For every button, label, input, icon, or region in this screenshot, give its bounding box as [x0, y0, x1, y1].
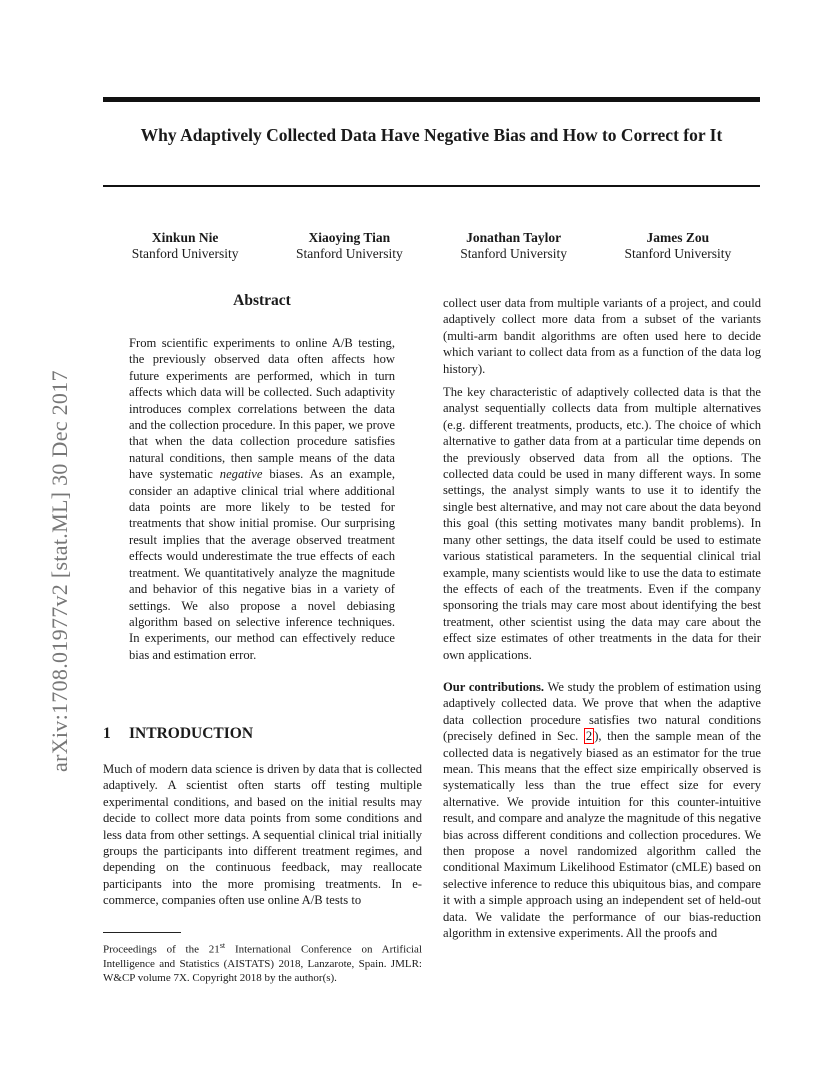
author-4 [596, 230, 760, 262]
arxiv-sidebar [0, 0, 72, 1072]
title-bottom-rule [103, 185, 760, 187]
abstract-text-part2: biases. As an example, consider an adaptive clinical trial where additional data points are more likely to be tested for treatments that show initial promise. Our surprising result implies that the average observed treatment effects would underestimate the true effects of each treatment. We quantitatively analyze the magnitude and behavior of this negative bias in a variety of settings. We also propose a novel debiasing algorithm based on selective inference techniques. In experiments, our method can effectively reduce bias and estimation error. [129, 467, 396, 662]
author-name: Jonathan Taylor [466, 230, 562, 245]
section-reference-link[interactable]: 2 [585, 729, 593, 744]
footnote [103, 939, 422, 985]
section-number: 1 [103, 725, 111, 742]
section-heading-introduction [103, 725, 253, 743]
author-affiliation: Stanford University [624, 246, 732, 261]
author-list [103, 230, 760, 262]
contributions-paragraph [443, 679, 761, 942]
abstract-text-part1: From scientific experiments to online A/B testing, the previously observed data often affects how future experiments are performed, which in turn affects which data will be collected. Such adaptivity introduces complex correlations between the data and the collection procedure. In this paper, we prove that when the data collection procedure satisfies natural conditions, then sample means of the data have systematic [129, 336, 395, 482]
author-affiliation: Stanford University [131, 246, 239, 261]
abstract-heading: Abstract [233, 292, 291, 309]
abstract-body [129, 335, 395, 663]
author-affiliation: Stanford University [460, 246, 568, 261]
right-column [443, 295, 761, 948]
contributions-text-part1: We study the problem of estimation using adaptively collected data. We prove that when the adaptive data collection procedure satisfies two natural conditions (precisely defined in Sec. [443, 679, 761, 744]
author-3 [432, 230, 596, 262]
author-name: Xinkun Nie [151, 230, 219, 245]
section-title: INTRODUCTION [129, 725, 254, 742]
author-2 [267, 230, 431, 262]
right-paragraph-1: collect user data from multiple variants of a project, and could adaptively collect more data from a subset of the variants (multi-arm bandit algorithms are often used here to decide which variant to collect data from as a function of the data log history). [443, 296, 761, 376]
footnote-text-part2: International Conference on Artificial Intelligence and Statistics (AISTATS) 2018, Lanzarote, Spain. JMLR: W&CP volume 7X. Copyright 2018 by the author(s). [103, 943, 422, 984]
paper-title: Why Adaptively Collected Data Have Negative Bias and How to Correct for It [140, 125, 723, 145]
footnote-text-part1: Proceedings of the 21 [103, 943, 220, 956]
right-paragraph-2: The key characteristic of adaptively collected data is that the analyst sequentially collects data from multiple alternatives (e.g. different treatments, products, etc.). The choice of which alternative to gather data from at a particular time depends on the previously observed data from all the options. The collected data could be used in many different ways. In some settings, the analyst simply wants to use it to identify the single best alternative, and may not care about the data beyond this goal (this setting motivates many bandit problems). In many other settings, the data itself could be used to estimate various statistical parameters. In the sequential clinical trial example, many scientists would like to use the data to estimate the effects of each of the treatments. Even if the company sponsoring the trials may care most about identifying the best treatment, other scientist using the data may care about the effect size estimates of other treatments in the data for their own applications. [443, 385, 761, 662]
author-name: Xiaoying Tian [308, 230, 391, 245]
author-affiliation: Stanford University [295, 246, 403, 261]
arxiv-identifier: arXiv:1708.01977v2 [stat.ML] 30 Dec 2017 [47, 370, 72, 772]
author-name: James Zou [646, 230, 710, 245]
footnote-rule [103, 932, 181, 933]
abstract-emphasis: negative [219, 467, 263, 482]
author-1 [103, 230, 267, 262]
contributions-lead: Our contributions. [443, 679, 545, 694]
footnote-superscript: st [219, 941, 226, 950]
title-top-rule [103, 97, 760, 102]
contributions-text-part2: ), then the sample mean of the collected data is negatively biased as an estimator for the true mean. This means that the effect size empirically observed is systematically less than the true effect size for every alternative. We provide intuition for this counter-intuitive result, and compare and analyze the magnitude of this negative bias across different conditions and collection procedures. We then propose a novel randomized algorithm called the conditional Maximum Likelihood Estimator (cMLE) based on selective inference to reduce this ubiquitous bias, and compare it with a simple approach using an independent set of held-out data. We validate the performance of our bias-reduction algorithm in extensive experiments. All the proofs and [443, 729, 762, 941]
intro-paragraph: Much of modern data science is driven by data that is collected adaptively. A scientist often starts off testing multiple experimental conditions, and based on the initial results may decide to collect more data points from some conditions and less data from other settings. A sequential clinical trial initially groups the participants into different treatment regimes, and depending on the continuous feedback, may reallocate participants into the more promising treatments. In e-commerce, companies often use online A/B tests to [103, 762, 422, 908]
